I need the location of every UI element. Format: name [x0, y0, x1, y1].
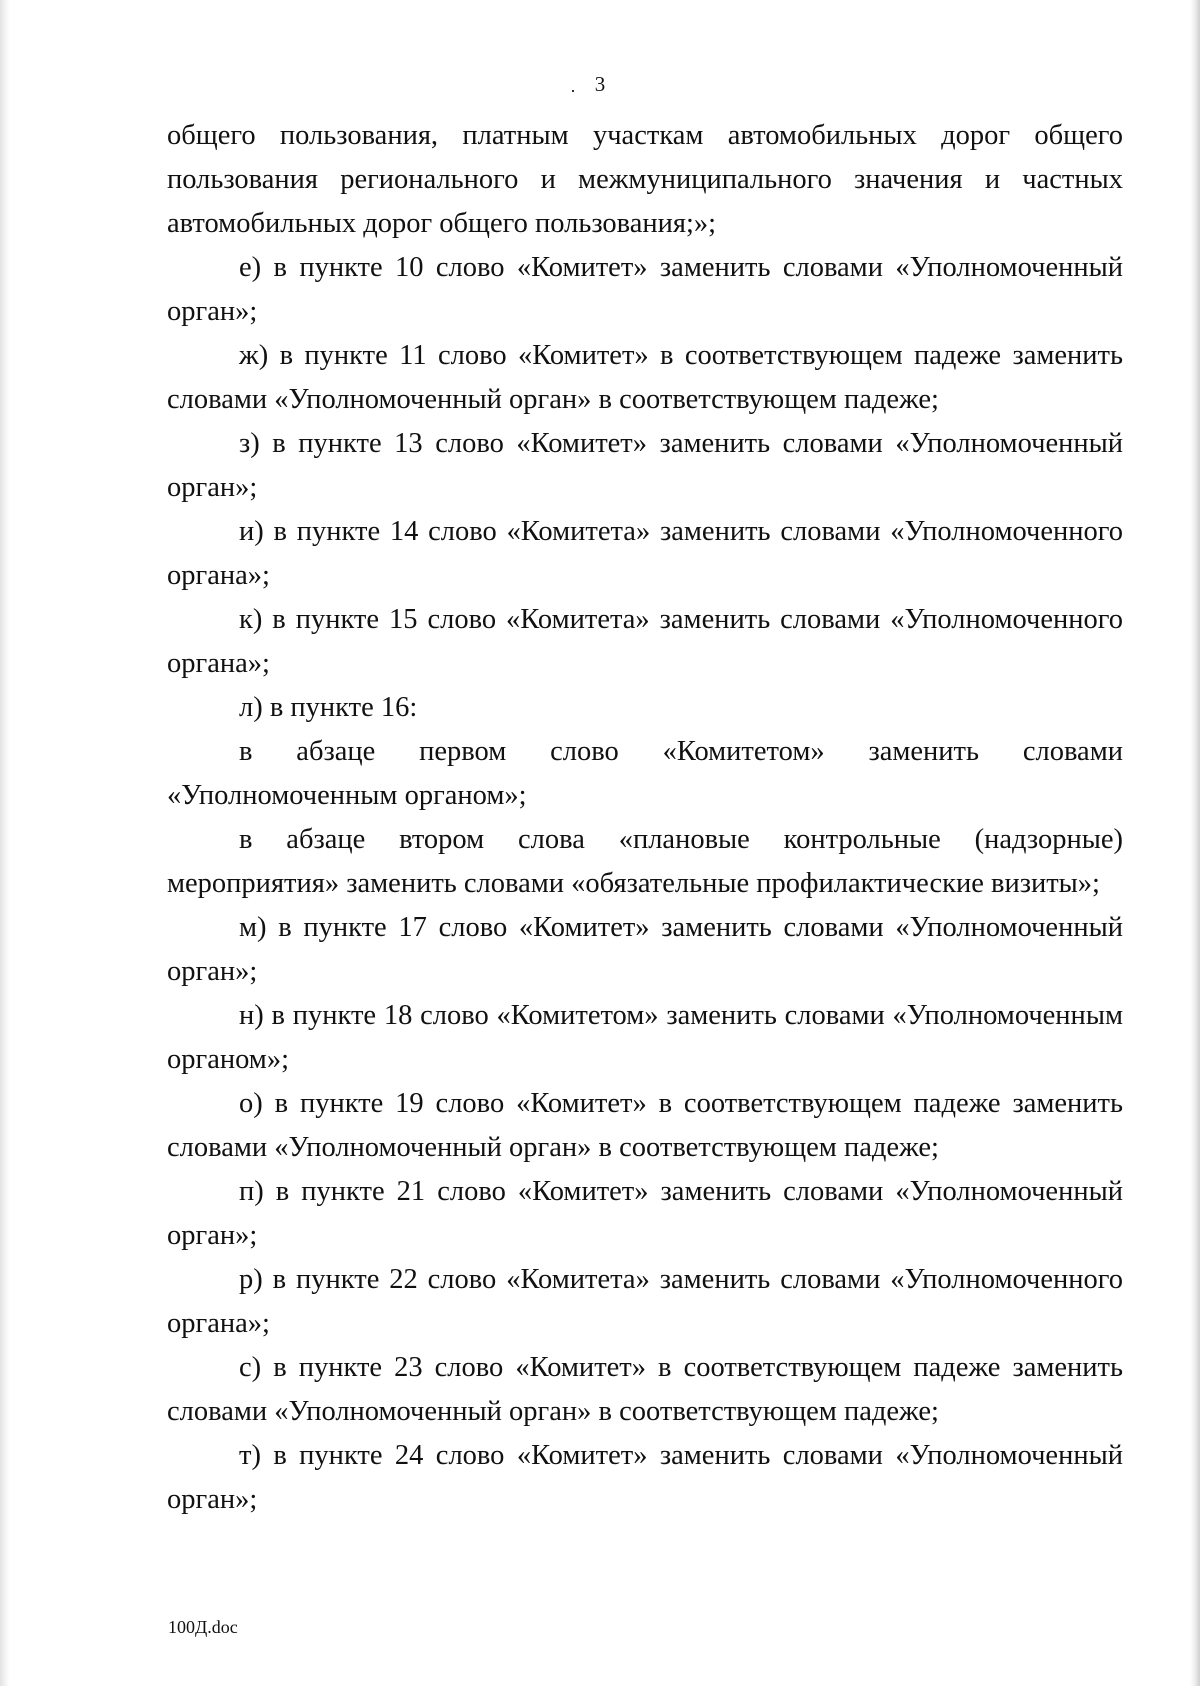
paragraph: в абзаце первом слово «Комитетом» заменить словами «Уполномоченным органом»; [167, 736, 1123, 811]
paragraph: м) в пункте 17 слово «Комитет» заменить словами «Уполномоченный орган»; [167, 912, 1123, 987]
paragraph: н) в пункте 18 слово «Комитетом» заменить словами «Уполномоченным органом»; [167, 1000, 1123, 1075]
scan-edge-left [0, 0, 10, 1686]
paragraph: о) в пункте 19 слово «Комитет» в соответствующем падеже заменить словами «Уполномоченный орган» в соответствующем падеже; [167, 1088, 1123, 1163]
paragraph: к) в пункте 15 слово «Комитета» заменить словами «Уполномоченного органа»; [167, 604, 1123, 679]
paragraph: общего пользования, платным участкам автомобильных дорог общего пользования регионального и межмуниципального значения и частных автомобильных дорог общего пользования;»; [167, 120, 1123, 239]
file-name-footer: 100Д.doc [168, 1617, 238, 1637]
paragraph: с) в пункте 23 слово «Комитет» в соответствующем падеже заменить словами «Уполномоченный орган» в соответствующем падеже; [167, 1352, 1123, 1427]
paragraph: т) в пункте 24 слово «Комитет» заменить словами «Уполномоченный орган»; [167, 1440, 1123, 1515]
paragraph: в абзаце втором слова «плановые контрольные (надзорные) мероприятия» заменить словами «обязательные профилактические визиты»; [167, 824, 1123, 899]
paragraph: л) в пункте 16: [239, 692, 418, 723]
page-number-text: 3 [594, 72, 606, 96]
paragraph: е) в пункте 10 слово «Комитет» заменить словами «Уполномоченный орган»; [167, 252, 1123, 327]
paragraph: з) в пункте 13 слово «Комитет» заменить словами «Уполномоченный орган»; [167, 428, 1123, 503]
document-body [167, 114, 1123, 1522]
scan-speck [572, 90, 574, 92]
paragraph: ж) в пункте 11 слово «Комитет» в соответствующем падеже заменить словами «Уполномоченный орган» в соответствующем падеже; [167, 340, 1123, 415]
paragraph: р) в пункте 22 слово «Комитета» заменить словами «Уполномоченного органа»; [167, 1264, 1123, 1339]
paragraph: и) в пункте 14 слово «Комитета» заменить словами «Уполномоченного органа»; [167, 516, 1123, 591]
paragraph: п) в пункте 21 слово «Комитет» заменить словами «Уполномоченный орган»; [167, 1176, 1123, 1251]
page-number [0, 72, 1200, 97]
scan-edge-right [1190, 0, 1200, 1686]
